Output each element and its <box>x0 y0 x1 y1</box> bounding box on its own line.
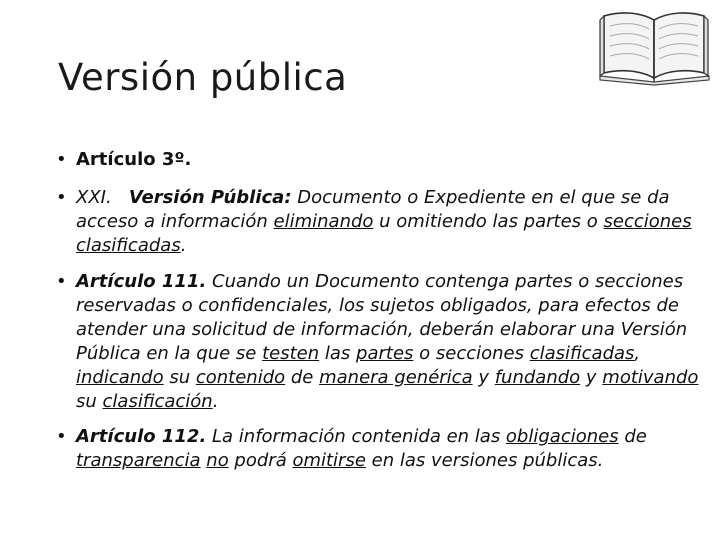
defined-term: Versión Pública: <box>128 187 292 208</box>
text-run: su <box>163 367 196 388</box>
text-run: su <box>76 391 103 412</box>
text-run: La información contenida en las <box>206 426 506 447</box>
definition-text <box>76 187 692 256</box>
underlined-term: transparencia <box>76 450 201 471</box>
roman-numeral: XXI. <box>76 187 112 208</box>
bullet-articulo-3 <box>56 148 706 172</box>
underlined-term: partes <box>356 343 414 364</box>
underlined-term: testen <box>262 343 320 364</box>
text-run: y <box>472 367 495 388</box>
article-heading: Artículo 111. <box>76 271 207 292</box>
text-run: u omitiendo las partes o <box>373 211 604 232</box>
text-run: de <box>618 426 647 447</box>
article-text <box>76 426 647 471</box>
text-run: en las versiones públicas. <box>365 450 604 471</box>
content-bullets <box>56 148 706 484</box>
article-heading: Artículo 112. <box>76 426 207 447</box>
slide-title: Versión pública <box>58 56 348 99</box>
article-text <box>76 271 698 412</box>
underlined-term: clasificadas <box>76 235 181 256</box>
text-run: de <box>285 367 320 388</box>
open-book-icon <box>592 6 717 86</box>
underlined-term: manera genérica <box>319 367 473 388</box>
text-run: Documento o Expediente en el que se da acceso a información <box>76 187 670 232</box>
underlined-term: contenido <box>195 367 286 388</box>
underlined-term: clasificadas <box>529 343 635 364</box>
text-run: . <box>212 391 219 412</box>
text-run: , <box>634 343 641 364</box>
underlined-term: clasificación <box>102 391 213 412</box>
bullet-articulo-111 <box>56 270 706 414</box>
underlined-term: motivando <box>602 367 699 388</box>
text-run: y <box>580 367 603 388</box>
bullet-version-publica-definition <box>56 186 706 258</box>
text-run: podrá <box>228 450 293 471</box>
text-run: Cuando un Documento contenga partes o secciones reservadas o confidenciales, los sujetos obligados, para efectos de atender una solicitud de información, deberán elaborar una Versión Pública en la que se <box>76 271 688 364</box>
underlined-term: obligaciones <box>505 426 619 447</box>
text-run: o secciones <box>413 343 530 364</box>
underlined-term: indicando <box>76 367 164 388</box>
underlined-term: secciones <box>603 211 692 232</box>
text-run: las <box>319 343 357 364</box>
underlined-term: eliminando <box>273 211 374 232</box>
underlined-term: no <box>206 450 229 471</box>
text-run: . <box>180 235 187 256</box>
bullet-articulo-112 <box>56 425 706 473</box>
underlined-term: fundando <box>494 367 581 388</box>
underlined-term: omitirse <box>292 450 366 471</box>
article-heading: Artículo 3º. <box>76 149 192 170</box>
